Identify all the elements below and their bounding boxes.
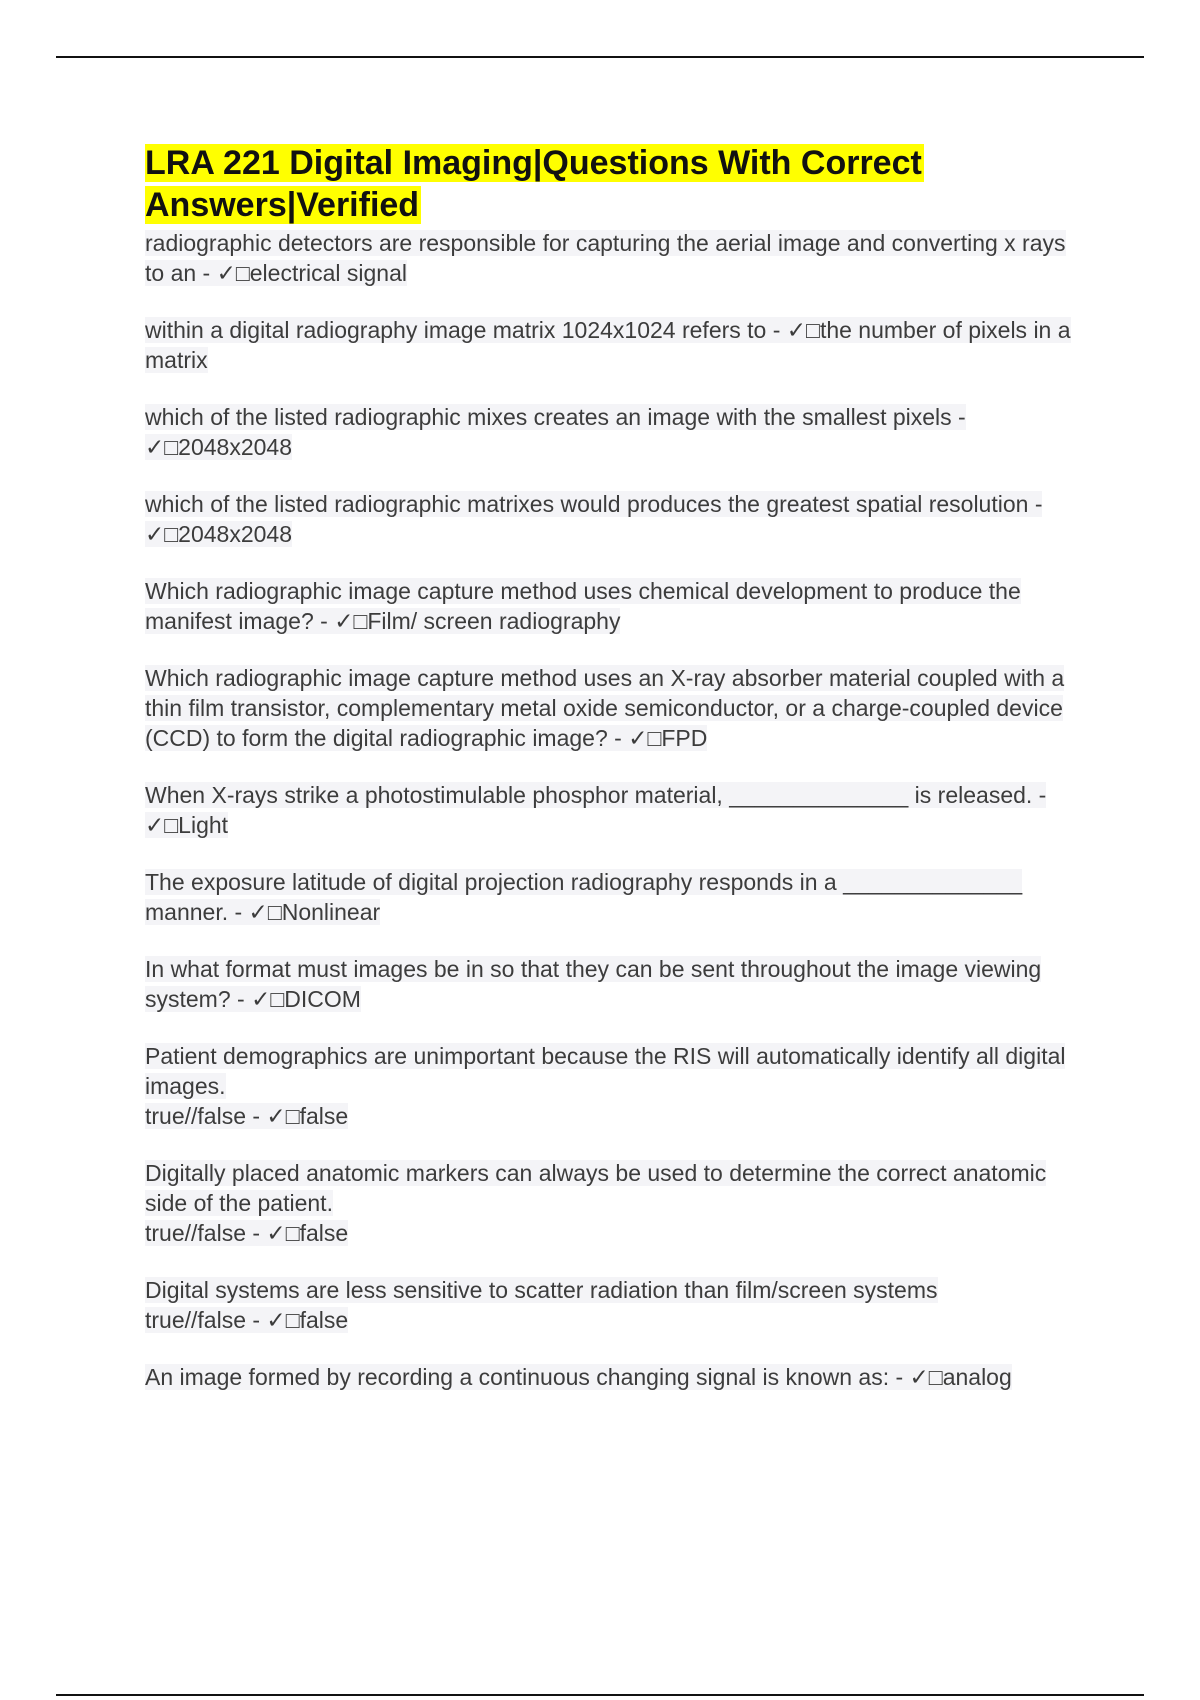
document-title: LRA 221 Digital Imaging|Questions With Correct Answers|Verified xyxy=(145,144,922,224)
qa-item: When X-rays strike a photostimulable phosphor material, ______________ is released. - ✓□Light xyxy=(145,782,1047,838)
qa-list xyxy=(145,228,1090,1392)
bottom-rule xyxy=(56,1694,1144,1696)
qa-item: The exposure latitude of digital projection radiography responds in a ______________ manner. - ✓□Nonlinear xyxy=(145,869,1023,925)
qa-item: In what format must images be in so that they can be sent throughout the image viewing system? - ✓□DICOM xyxy=(145,956,1042,1012)
qa-item: Digitally placed anatomic markers can always be used to determine the correct anatomic side of the patient. true//false - ✓□false xyxy=(145,1160,1047,1246)
document-body xyxy=(145,142,1090,1419)
qa-item: Patient demographics are unimportant because the RIS will automatically identify all digital images. true//false - ✓□false xyxy=(145,1043,1066,1129)
qa-item: Which radiographic image capture method uses chemical development to produce the manifest image? - ✓□Film/ screen radiography xyxy=(145,578,1021,634)
qa-item: within a digital radiography image matrix 1024x1024 refers to - ✓□the number of pixels in a matrix xyxy=(145,317,1071,373)
qa-item: An image formed by recording a continuous changing signal is known as: - ✓□analog xyxy=(145,1364,1012,1390)
qa-item: which of the listed radiographic mixes creates an image with the smallest pixels - ✓□2048x2048 xyxy=(145,404,966,460)
qa-item: radiographic detectors are responsible for capturing the aerial image and converting x rays to an - ✓□electrical signal xyxy=(145,230,1066,286)
qa-item: which of the listed radiographic matrixes would produces the greatest spatial resolution - ✓□2048x2048 xyxy=(145,491,1043,547)
top-rule xyxy=(56,56,1144,58)
qa-item: Digital systems are less sensitive to scatter radiation than film/screen systems true//false - ✓□false xyxy=(145,1277,938,1333)
qa-item: Which radiographic image capture method uses an X-ray absorber material coupled with a thin film transistor, complementary metal oxide semiconductor, or a charge-coupled device (CCD) to form the digital radiographic image? - ✓□FPD xyxy=(145,665,1065,751)
